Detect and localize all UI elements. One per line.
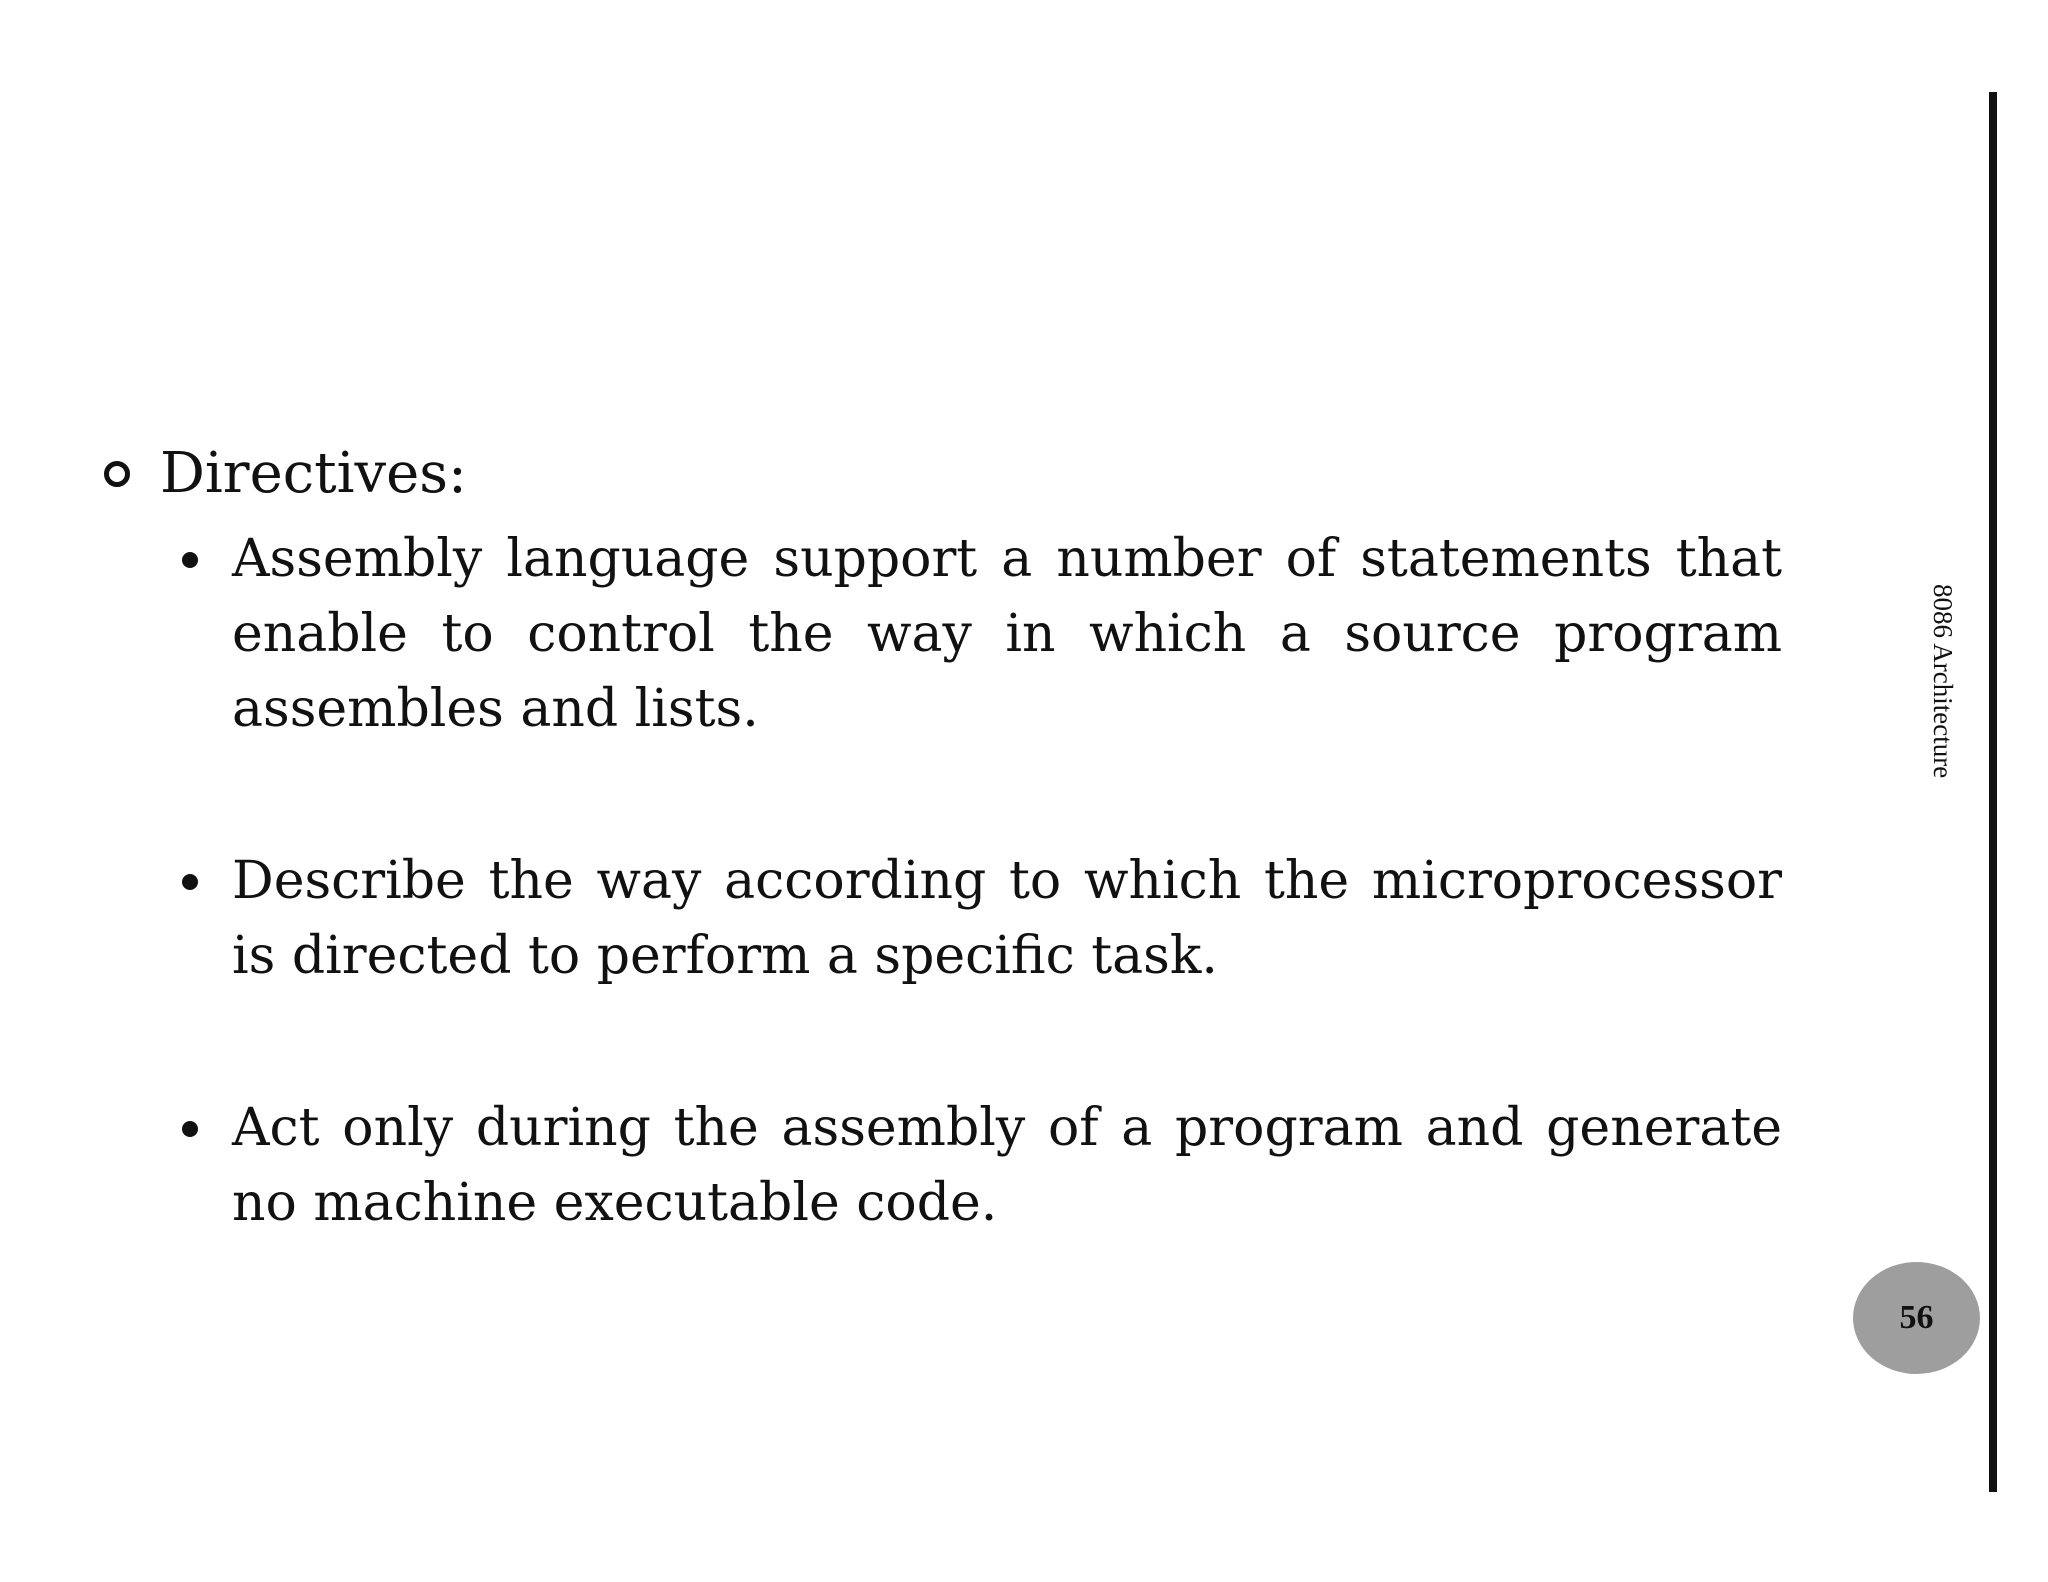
heading-text: Directives: (160, 441, 467, 506)
list-item (178, 1091, 1782, 1241)
list-item (178, 522, 1782, 747)
bullet-text: Act only during the assembly of a program and generate no machine executable code. (232, 1098, 1782, 1233)
bullet-dot-icon (182, 552, 198, 568)
bullet-list (178, 522, 1782, 1241)
page-number-badge (1853, 1262, 1980, 1374)
vertical-rule (1989, 92, 1997, 1492)
hollow-bullet-icon (104, 461, 130, 487)
section-heading (104, 438, 467, 510)
bullet-text: Assembly language support a number of statements that enable to control the way in which a source program assembles and lists. (232, 529, 1782, 739)
bullet-dot-icon (182, 874, 198, 890)
list-item (178, 844, 1782, 994)
page-number: 56 (1899, 1299, 1934, 1336)
bullet-dot-icon (182, 1121, 198, 1137)
bullet-text: Describe the way according to which the microprocessor is directed to perform a specific task. (232, 851, 1782, 986)
chapter-label: 8086 Architecture (1928, 584, 1958, 779)
